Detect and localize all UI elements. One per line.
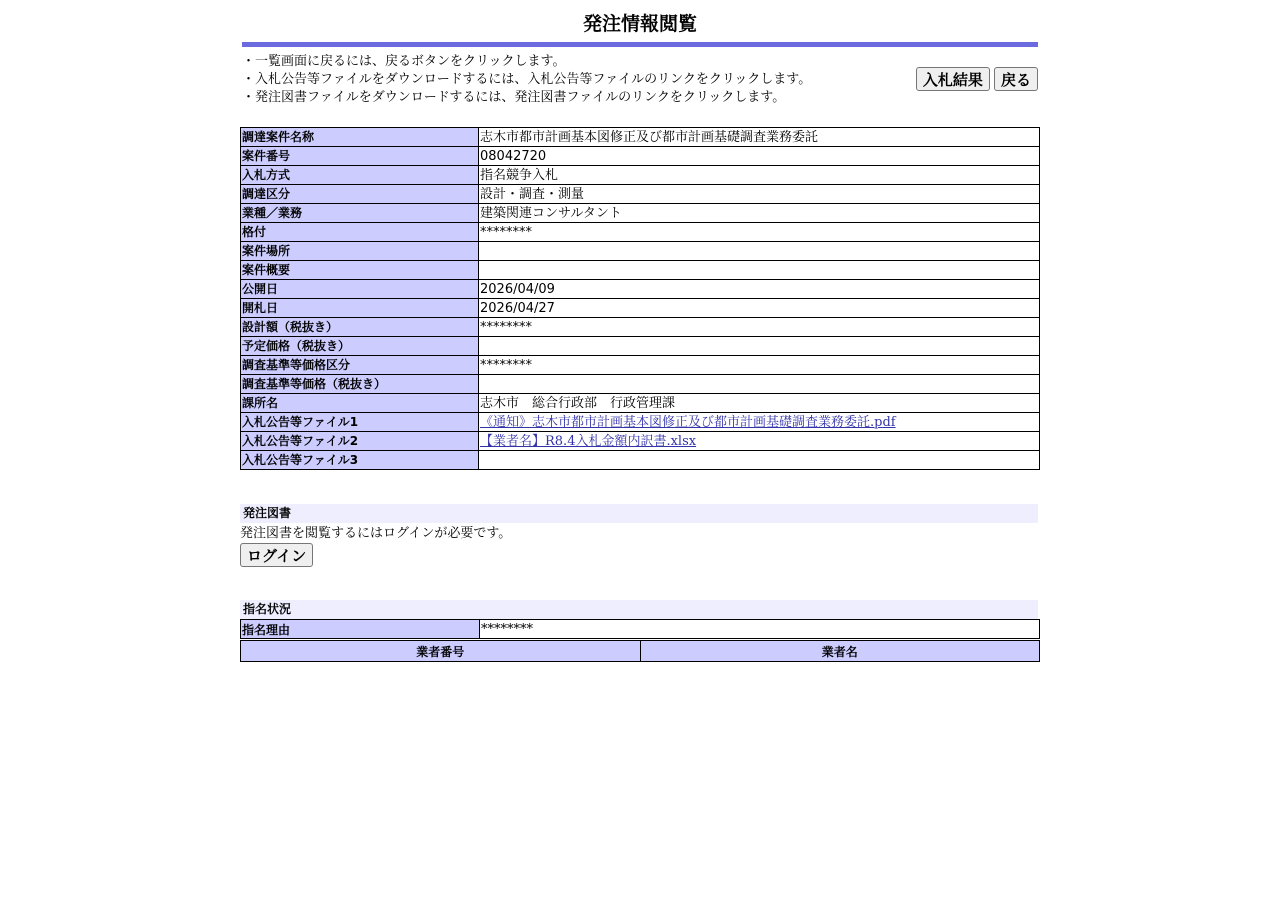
detail-label: 設計額（税抜き） — [241, 318, 479, 337]
detail-value: ******** — [479, 223, 1040, 242]
table-row — [241, 394, 1040, 413]
nomination-heading: 指名状況 — [240, 600, 1038, 619]
table-row — [241, 166, 1040, 185]
detail-value: 志木市都市計画基本図修正及び都市計画基礎調査業務委託 — [479, 128, 1040, 147]
table-row — [241, 280, 1040, 299]
detail-label: 公開日 — [241, 280, 479, 299]
file-label: 入札公告等ファイル1 — [241, 413, 479, 432]
table-row — [241, 451, 1040, 470]
main-container — [240, 0, 1040, 662]
column-header-vendor-number: 業者番号 — [241, 641, 641, 662]
table-header-row — [241, 641, 1040, 662]
top-button-group — [916, 67, 1038, 91]
detail-label: 予定価格（税抜き） — [241, 337, 479, 356]
file-download-link[interactable]: 《通知》志木市都市計画基本図修正及び都市計画基礎調査業務委託.pdf — [480, 414, 896, 430]
nomination-reason-value: ******** — [480, 620, 1040, 639]
detail-value: ******** — [479, 356, 1040, 375]
file-value — [479, 451, 1040, 470]
details-table — [240, 127, 1040, 470]
detail-label: 課所名 — [241, 394, 479, 413]
table-row — [241, 299, 1040, 318]
login-required-note: 発注図書を閲覧するにはログインが必要です。 — [240, 526, 512, 541]
login-button[interactable]: ログイン — [240, 543, 313, 567]
back-button[interactable]: 戻る — [994, 67, 1038, 91]
file-label: 入札公告等ファイル3 — [241, 451, 479, 470]
file-label: 入札公告等ファイル2 — [241, 432, 479, 451]
detail-value: 指名競争入札 — [479, 166, 1040, 185]
detail-value — [479, 261, 1040, 280]
table-row — [241, 261, 1040, 280]
table-row — [241, 242, 1040, 261]
drawings-heading: 発注図書 — [240, 504, 1038, 523]
table-row — [241, 318, 1040, 337]
nomination-reason-table — [240, 619, 1040, 639]
bid-result-button[interactable]: 入札結果 — [916, 67, 990, 91]
table-row — [241, 620, 1040, 639]
detail-value — [479, 337, 1040, 356]
detail-value — [479, 242, 1040, 261]
detail-label: 調達区分 — [241, 185, 479, 204]
detail-value: 2026/04/27 — [479, 299, 1040, 318]
detail-value: 08042720 — [479, 147, 1040, 166]
file-value — [479, 432, 1040, 451]
detail-label: 業種／業務 — [241, 204, 479, 223]
vendor-table — [240, 640, 1040, 662]
detail-value: 志木市 総合行政部 行政管理課 — [479, 394, 1040, 413]
detail-label: 格付 — [241, 223, 479, 242]
instruction-item: ・一覧画面に戻るには、戻るボタンをクリックします。 — [242, 54, 566, 69]
detail-value: ******** — [479, 318, 1040, 337]
detail-value: 設計・調査・測量 — [479, 185, 1040, 204]
detail-value — [479, 375, 1040, 394]
instruction-item: ・入札公告等ファイルをダウンロードするには、入札公告等ファイルのリンクをクリックします。 — [242, 72, 812, 87]
detail-value: 2026/04/09 — [479, 280, 1040, 299]
table-row — [241, 147, 1040, 166]
file-value — [479, 413, 1040, 432]
detail-label: 開札日 — [241, 299, 479, 318]
instructions-area — [240, 47, 1040, 127]
table-row — [241, 128, 1040, 147]
table-row — [241, 223, 1040, 242]
detail-label: 案件番号 — [241, 147, 479, 166]
file-download-link[interactable]: 【業者名】R8.4入札金額内訳書.xlsx — [480, 433, 697, 449]
table-row — [241, 337, 1040, 356]
page-title: 発注情報閲覧 — [582, 13, 697, 35]
table-row — [241, 356, 1040, 375]
detail-label: 調査基準等価格区分 — [241, 356, 479, 375]
nomination-reason-label: 指名理由 — [241, 620, 480, 639]
table-row — [241, 413, 1040, 432]
detail-label: 案件概要 — [241, 261, 479, 280]
instruction-item: ・発注図書ファイルをダウンロードするには、発注図書ファイルのリンクをクリックします。 — [242, 90, 786, 105]
table-row — [241, 375, 1040, 394]
table-row — [241, 204, 1040, 223]
column-header-vendor-name: 業者名 — [640, 641, 1040, 662]
detail-label: 調査基準等価格（税抜き） — [241, 375, 479, 394]
detail-label: 案件場所 — [241, 242, 479, 261]
detail-value: 建築関連コンサルタント — [479, 204, 1040, 223]
table-row — [241, 432, 1040, 451]
detail-label: 入札方式 — [241, 166, 479, 185]
table-row — [241, 185, 1040, 204]
detail-label: 調達案件名称 — [241, 128, 479, 147]
